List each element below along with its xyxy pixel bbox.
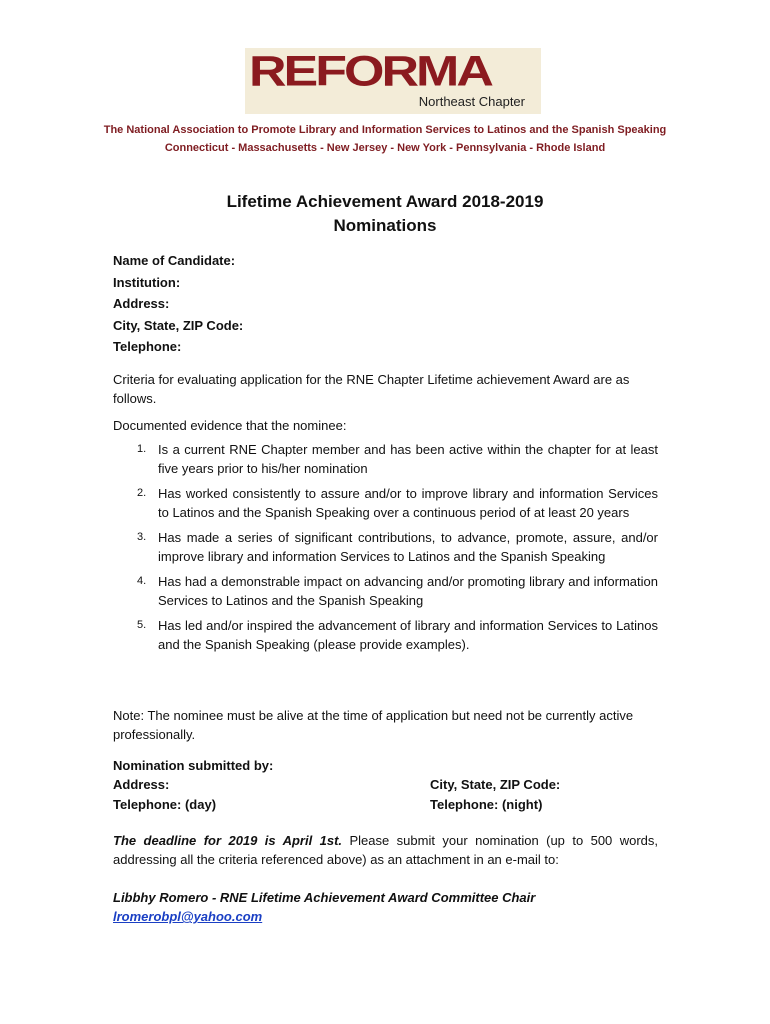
list-item-text: Has had a demonstrable impact on advancing and/or promoting library and information Services to Latinos and the Spanish Speaking [158,574,658,608]
list-item-text: Has made a series of significant contributions, to advance, promote, assure, and/or improve library and information Services to Latinos and the Spanish Speaking [158,530,658,564]
deadline-instructions: Please submit your nomination (up to 500 words, addressing all the criteria referenced above) as an attachment in an e-mail to: [113,833,659,867]
list-item-text: Is a current RNE Chapter member and has been active within the chapter for at least five years prior to his/her nomination [158,442,658,476]
candidate-fields [113,250,243,358]
list-item-number: 5. [137,619,147,631]
criteria-intro: Criteria for evaluating application for the RNE Chapter Lifetime achievement Award are as follows. [113,372,630,406]
submitter-city-state-zip: City, State, ZIP Code: [430,777,561,792]
award-title: Lifetime Achievement Award 2018-2019 [226,192,544,211]
nominee-note: Note: The nominee must be alive at the time of application but need not be currently active professionally. [113,708,634,742]
field-telephone: Telephone: [113,339,182,354]
association-tagline: The National Association to Promote Library and Information Services to Latinos and the Spanish Speaking [103,124,667,136]
criteria-list [113,440,658,660]
submitter-telephone-day: Telephone: (day) [113,796,217,812]
submitter-telephone-night: Telephone: (night) [430,796,543,812]
submitter-address: Address: [113,777,170,792]
list-item [113,572,658,610]
list-item-number: 3. [137,531,147,543]
deadline-bold: The deadline for 2019 is April 1st. [113,833,343,848]
field-address: Address: [113,296,170,311]
list-item-text: Has led and/or inspired the advancement of library and information Services to Latinos and the Spanish Speaking (please provide examples). [158,618,658,652]
deadline-paragraph [113,831,658,869]
list-item-number: 4. [137,575,147,587]
submitter-fields-right [430,775,560,814]
list-item [113,484,658,522]
list-item-number: 2. [137,487,147,499]
list-item-text: Has worked consistently to assure and/or to improve library and information Services to Latinos and the Spanish Speaking over a continuous period of at least 20 years [158,486,658,520]
award-subtitle: Nominations [333,216,437,235]
field-institution: Institution: [113,274,181,290]
list-item [113,616,658,654]
chair-email-link[interactable]: lromerobpl@yahoo.com [113,909,263,924]
list-item-number: 1. [137,443,147,455]
field-candidate-name: Name of Candidate: [113,253,236,268]
field-city-state-zip: City, State, ZIP Code: [113,317,244,333]
list-item [113,440,658,478]
states-tagline: Connecticut - Massachusetts - New Jersey - New York - Pennsylvania - Rhode Island [164,142,606,154]
evidence-intro: Documented evidence that the nominee: [113,418,347,433]
submitter-fields-left [113,775,216,814]
committee-chair: Libbhy Romero - RNE Lifetime Achievement Award Committee Chair [113,890,536,905]
submission-heading: Nomination submitted by: [113,758,274,773]
logo-wordmark: REFORMA [249,47,491,96]
reforma-logo [245,48,541,114]
list-item [113,528,658,566]
logo-subtitle: Northeast Chapter [418,94,525,109]
